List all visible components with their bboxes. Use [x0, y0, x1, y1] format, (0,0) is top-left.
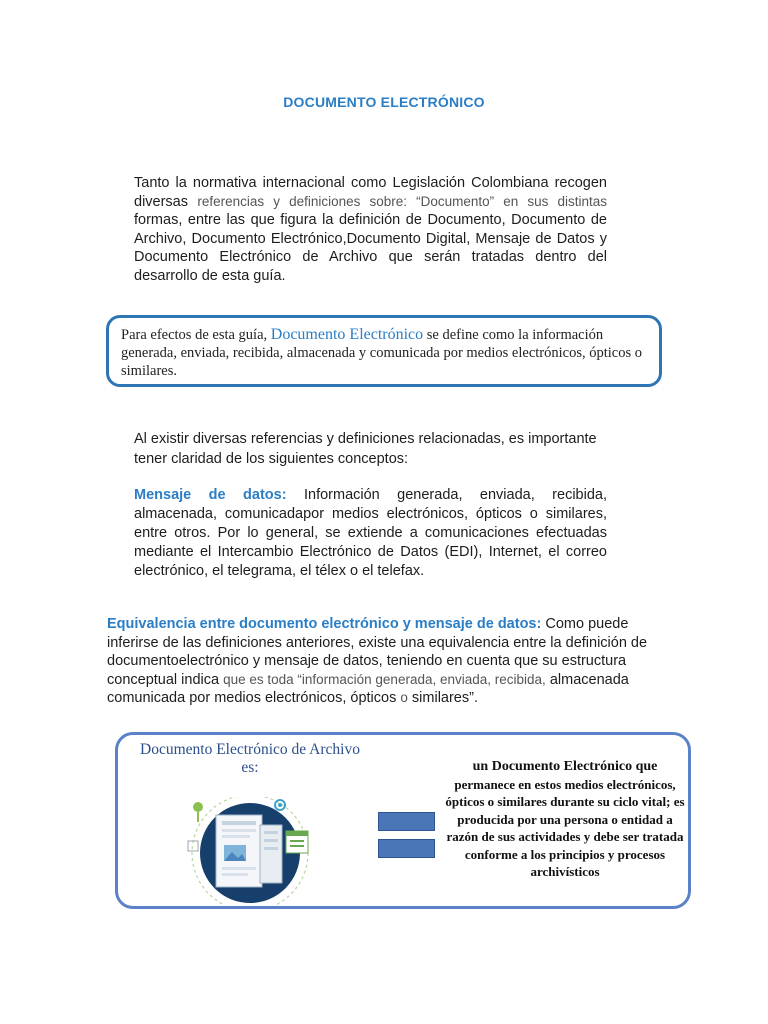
archive-box — [115, 732, 691, 909]
mensaje-paragraph — [134, 486, 607, 581]
concepts-intro: Al existir diversas referencias y definiciones relacionadas, es importante tener claridad de los siguientes conceptos: — [134, 431, 597, 467]
intro-paragraph — [134, 174, 607, 285]
equals-bar-top — [378, 812, 435, 831]
equivalencia-text-4: o — [400, 690, 408, 705]
equivalencia-text-5: similares”. — [407, 690, 478, 706]
mensaje-text: Información generada, enviada, recibida, almacenada, comunicadapor medios electrónicos, ópticos o similares, entre otros. Por lo general, se extiende a comunicaciones efectuadas mediante el Intercambio Electrónico de Datos (EDI), Internet, el correo electrónico, el telegrama, el télex o el telefax. — [134, 487, 607, 579]
archive-definition — [440, 757, 690, 881]
archive-definition-rest: permanece en estos medios electrónicos, ópticos o similares durante su ciclo vital; es producida por una persona o entidad a razón de sus actividades y debe ser tratada conforme a los principios y procesos archivísticos — [445, 776, 685, 879]
intro-text-3: formas, entre las que figura la definición de Documento, Documento de Archivo, Documento Electrónico,Documento Digital, Mensaje de Datos y Documento Electrónico de Archivo que serán tratadas dentro del desarrollo de esta guía. — [134, 212, 607, 284]
electronic-document-illustration — [176, 797, 336, 905]
definition-after: se define como la información generada, enviada, recibida, almacenada y comunicada por medios electrónicos, ópticos o similares. — [121, 327, 642, 379]
equivalencia-text-3: almacenada comunicada por medios electrónicos, ópticos — [107, 671, 629, 706]
intro-text-2: referencias y definiciones sobre: “Documento” en sus distintas — [197, 193, 607, 209]
intro-text-1: Tanto la normativa internacional como Legislación Colombiana recogen diversas — [134, 175, 607, 210]
definition-before: Para efectos de esta guía, — [121, 327, 271, 343]
definition-box — [106, 315, 662, 387]
archive-definition-first: un Documento Electrónico que — [472, 759, 658, 774]
mensaje-term: Mensaje de datos: — [134, 487, 287, 503]
page-title: DOCUMENTO ELECTRÓNICO — [283, 94, 485, 110]
equivalencia-text-2: que es toda “información generada, enviada, recibida, — [223, 671, 546, 687]
equals-bar-bottom — [378, 839, 435, 858]
archive-heading: Documento Electrónico de Archivo es: — [140, 741, 360, 776]
equivalencia-paragraph — [107, 615, 667, 708]
definition-text — [121, 326, 651, 380]
equivalencia-term: Equivalencia entre documento electrónico y mensaje de datos: — [107, 616, 542, 632]
definition-highlight: Documento Electrónico — [270, 326, 424, 343]
equivalencia-text-1: Como puede inferirse de las definiciones anteriores, existe una equivalencia entre la definición de documentoelectrónico y mensaje de datos, teniendo en cuenta que su estructura conceptual indica — [107, 616, 648, 688]
